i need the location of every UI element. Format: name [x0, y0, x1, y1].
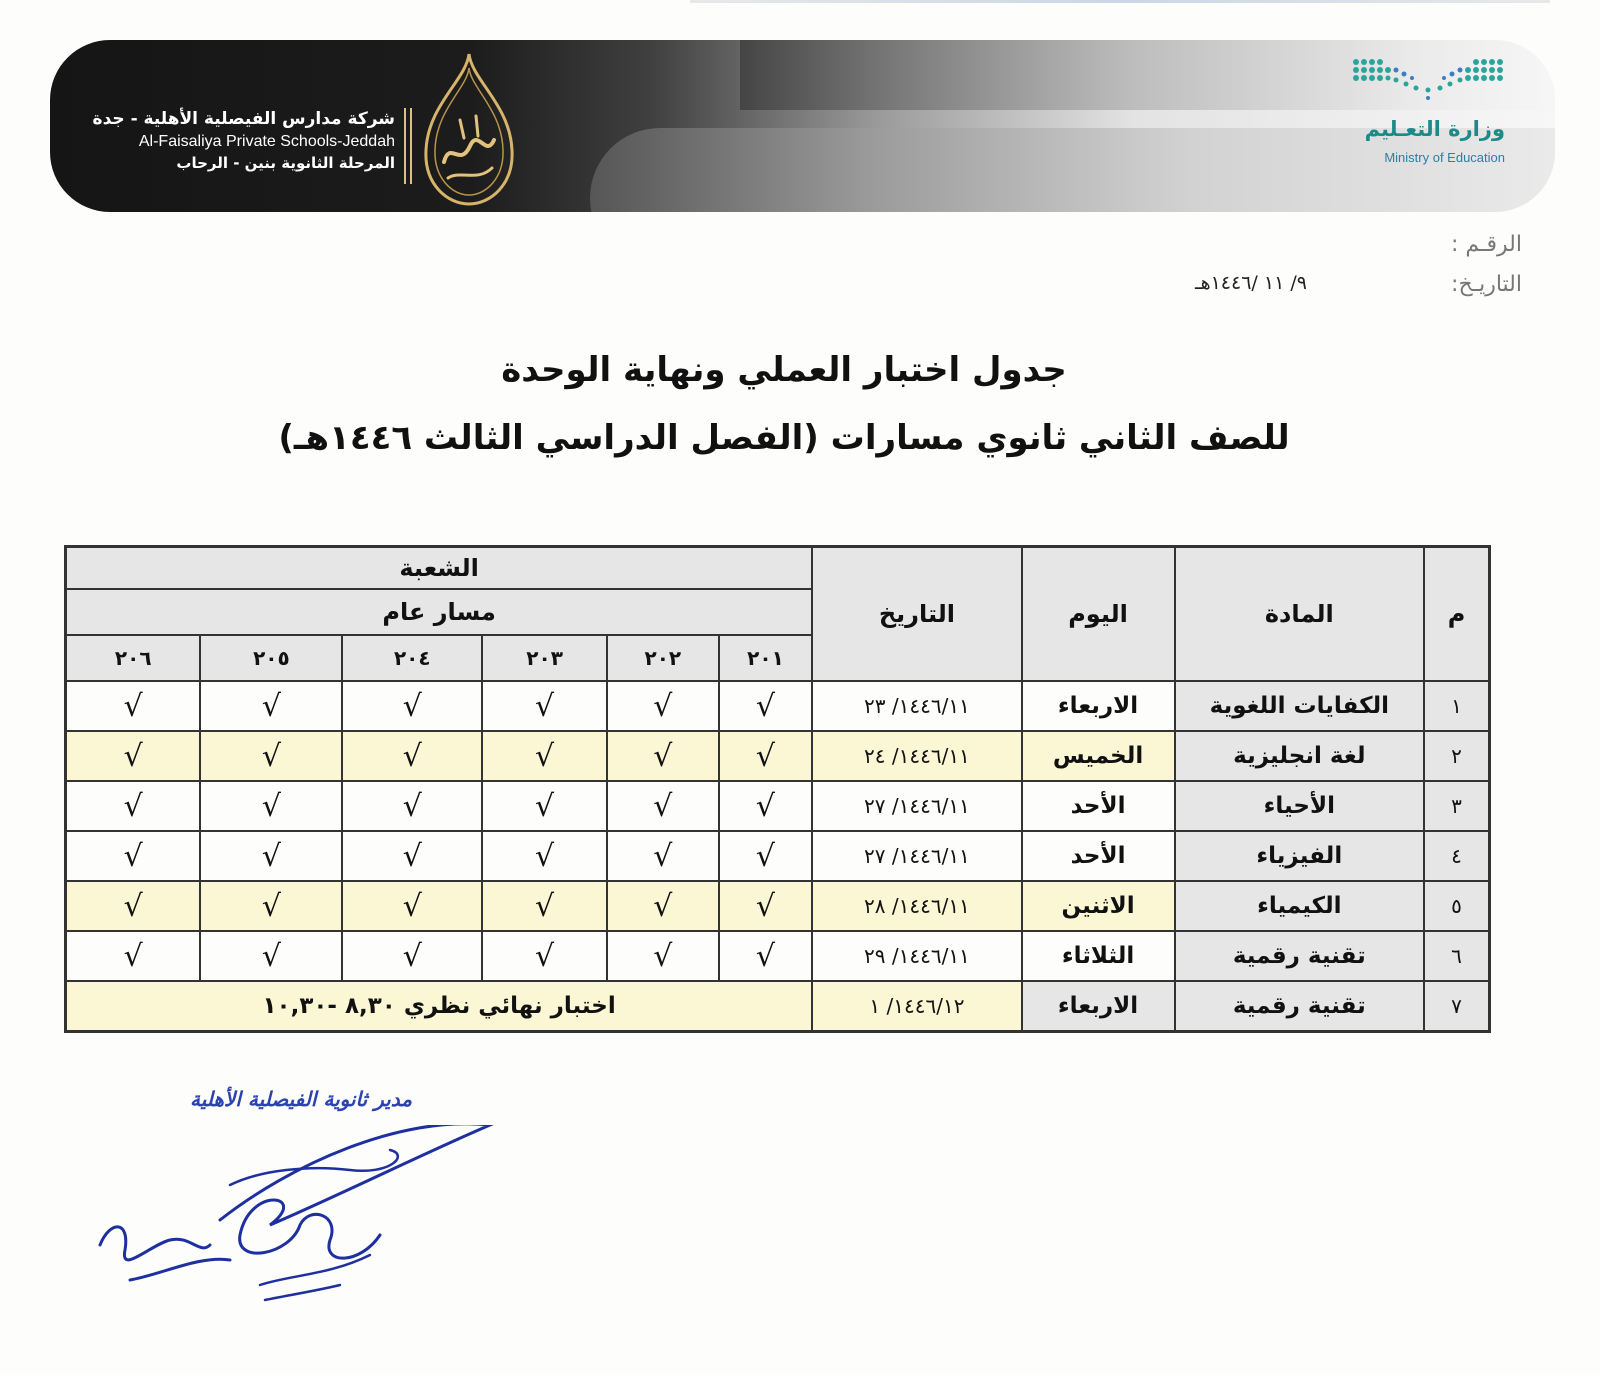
table-row	[66, 731, 1490, 781]
table-row	[66, 831, 1490, 881]
school-name-ar: شركة مدارس الفيصلية الأهلية - جدة	[92, 109, 395, 129]
table-row	[66, 931, 1490, 981]
exam-schedule-table	[64, 545, 1491, 1033]
school-name-en: Al-Faisaliya Private Schools-Jeddah	[138, 132, 395, 150]
header-day: اليوم	[1022, 547, 1175, 682]
table-row-final	[66, 981, 1490, 1032]
check-mark: √	[66, 731, 201, 781]
header-section-201: ٢٠١	[719, 635, 813, 681]
row-day: الاربعاء	[1022, 981, 1175, 1032]
header-index: م	[1424, 547, 1489, 682]
row-index: ٦	[1424, 931, 1489, 981]
row-subject: الفيزياء	[1175, 831, 1425, 881]
row-subject: الكفايات اللغوية	[1175, 681, 1425, 731]
ministry-name-en: Ministry of Education	[1384, 150, 1505, 165]
row-index: ٢	[1424, 731, 1489, 781]
check-mark: √	[200, 931, 342, 981]
row-day: الأحد	[1022, 831, 1175, 881]
date-value: ٩/ ١١ /١٤٤٦هـ	[1195, 272, 1307, 294]
row-subject: لغة انجليزية	[1175, 731, 1425, 781]
table-row	[66, 881, 1490, 931]
row-date: ١٤٤٦/١١/ ٢٣	[812, 681, 1021, 731]
ministry-logo-icon	[1350, 54, 1506, 106]
check-mark: √	[200, 731, 342, 781]
header-row	[66, 547, 1490, 590]
row-day: الاثنين	[1022, 881, 1175, 931]
check-mark: √	[719, 681, 813, 731]
row-subject: تقنية رقمية	[1175, 931, 1425, 981]
check-mark: √	[342, 831, 482, 881]
row-date: ١٤٤٦/١١/ ٢٧	[812, 781, 1021, 831]
document-subtitle: للصف الثاني ثانوي مسارات (الفصل الدراسي الثالث ١٤٤٦هـ)	[278, 418, 1290, 458]
check-mark: √	[200, 831, 342, 881]
row-index: ٤	[1424, 831, 1489, 881]
reference-number-label: الرقـم :	[1451, 232, 1522, 257]
row-day: الخميس	[1022, 731, 1175, 781]
final-exam-note: اختبار نهائي نظري ٨,٣٠ -١٠,٣٠	[66, 981, 813, 1032]
check-mark: √	[482, 781, 607, 831]
check-mark: √	[607, 881, 719, 931]
row-subject: تقنية رقمية	[1175, 981, 1425, 1032]
row-index: ٣	[1424, 781, 1489, 831]
row-index: ١	[1424, 681, 1489, 731]
check-mark: √	[482, 931, 607, 981]
check-mark: √	[66, 931, 201, 981]
row-index: ٧	[1424, 981, 1489, 1032]
check-mark: √	[607, 931, 719, 981]
check-mark: √	[342, 681, 482, 731]
row-date: ١٤٤٦/١١/ ٢٧	[812, 831, 1021, 881]
check-mark: √	[66, 681, 201, 731]
row-date: ١٤٤٦/١١/ ٢٩	[812, 931, 1021, 981]
check-mark: √	[342, 731, 482, 781]
check-mark: √	[342, 881, 482, 931]
check-mark: √	[482, 731, 607, 781]
header-section-205: ٢٠٥	[200, 635, 342, 681]
principal-title: مدير ثانوية الفيصلية الأهلية	[190, 1087, 412, 1111]
top-edge-line	[690, 0, 1550, 3]
check-mark: √	[719, 881, 813, 931]
check-mark: √	[719, 781, 813, 831]
header-section-204: ٢٠٤	[342, 635, 482, 681]
gold-divider	[404, 108, 406, 184]
check-mark: √	[66, 781, 201, 831]
check-mark: √	[200, 681, 342, 731]
handwritten-signature	[90, 1125, 520, 1325]
check-mark: √	[719, 831, 813, 881]
row-date: ١٤٤٦/١١/ ٢٤	[812, 731, 1021, 781]
header-subject: المادة	[1175, 547, 1425, 682]
row-index: ٥	[1424, 881, 1489, 931]
check-mark: √	[66, 831, 201, 881]
date-label: التاريـخ:	[1451, 272, 1522, 297]
row-date: ١٤٤٦/١١/ ٢٨	[812, 881, 1021, 931]
header-section: الشعبة	[66, 547, 813, 590]
check-mark: √	[200, 781, 342, 831]
check-mark: √	[607, 681, 719, 731]
school-emblem-icon	[420, 50, 518, 208]
header-section-206: ٢٠٦	[66, 635, 201, 681]
ministry-name-ar: وزارة التعـليم	[1364, 117, 1505, 141]
table-row	[66, 681, 1490, 731]
row-day: الاربعاء	[1022, 681, 1175, 731]
check-mark: √	[719, 731, 813, 781]
row-day: الثلاثاء	[1022, 931, 1175, 981]
school-name-block	[75, 108, 395, 173]
check-mark: √	[200, 881, 342, 931]
header-date: التاريخ	[812, 547, 1021, 682]
check-mark: √	[719, 931, 813, 981]
header-section-203: ٢٠٣	[482, 635, 607, 681]
check-mark: √	[607, 831, 719, 881]
gold-divider	[410, 108, 412, 184]
school-stage-ar: المرحلة الثانوية بنين - الرحاب	[176, 153, 395, 172]
table-row	[66, 781, 1490, 831]
check-mark: √	[607, 731, 719, 781]
row-subject: الأحياء	[1175, 781, 1425, 831]
check-mark: √	[66, 881, 201, 931]
check-mark: √	[342, 931, 482, 981]
check-mark: √	[482, 831, 607, 881]
header-track: مسار عام	[66, 589, 813, 635]
header-section-202: ٢٠٢	[607, 635, 719, 681]
row-day: الأحد	[1022, 781, 1175, 831]
check-mark: √	[482, 681, 607, 731]
document-title: جدول اختبار العملي ونهاية الوحدة	[501, 350, 1067, 390]
check-mark: √	[342, 781, 482, 831]
check-mark: √	[482, 881, 607, 931]
row-subject: الكيمياء	[1175, 881, 1425, 931]
check-mark: √	[607, 781, 719, 831]
row-date: ١٤٤٦/١٢/ ١	[812, 981, 1021, 1032]
